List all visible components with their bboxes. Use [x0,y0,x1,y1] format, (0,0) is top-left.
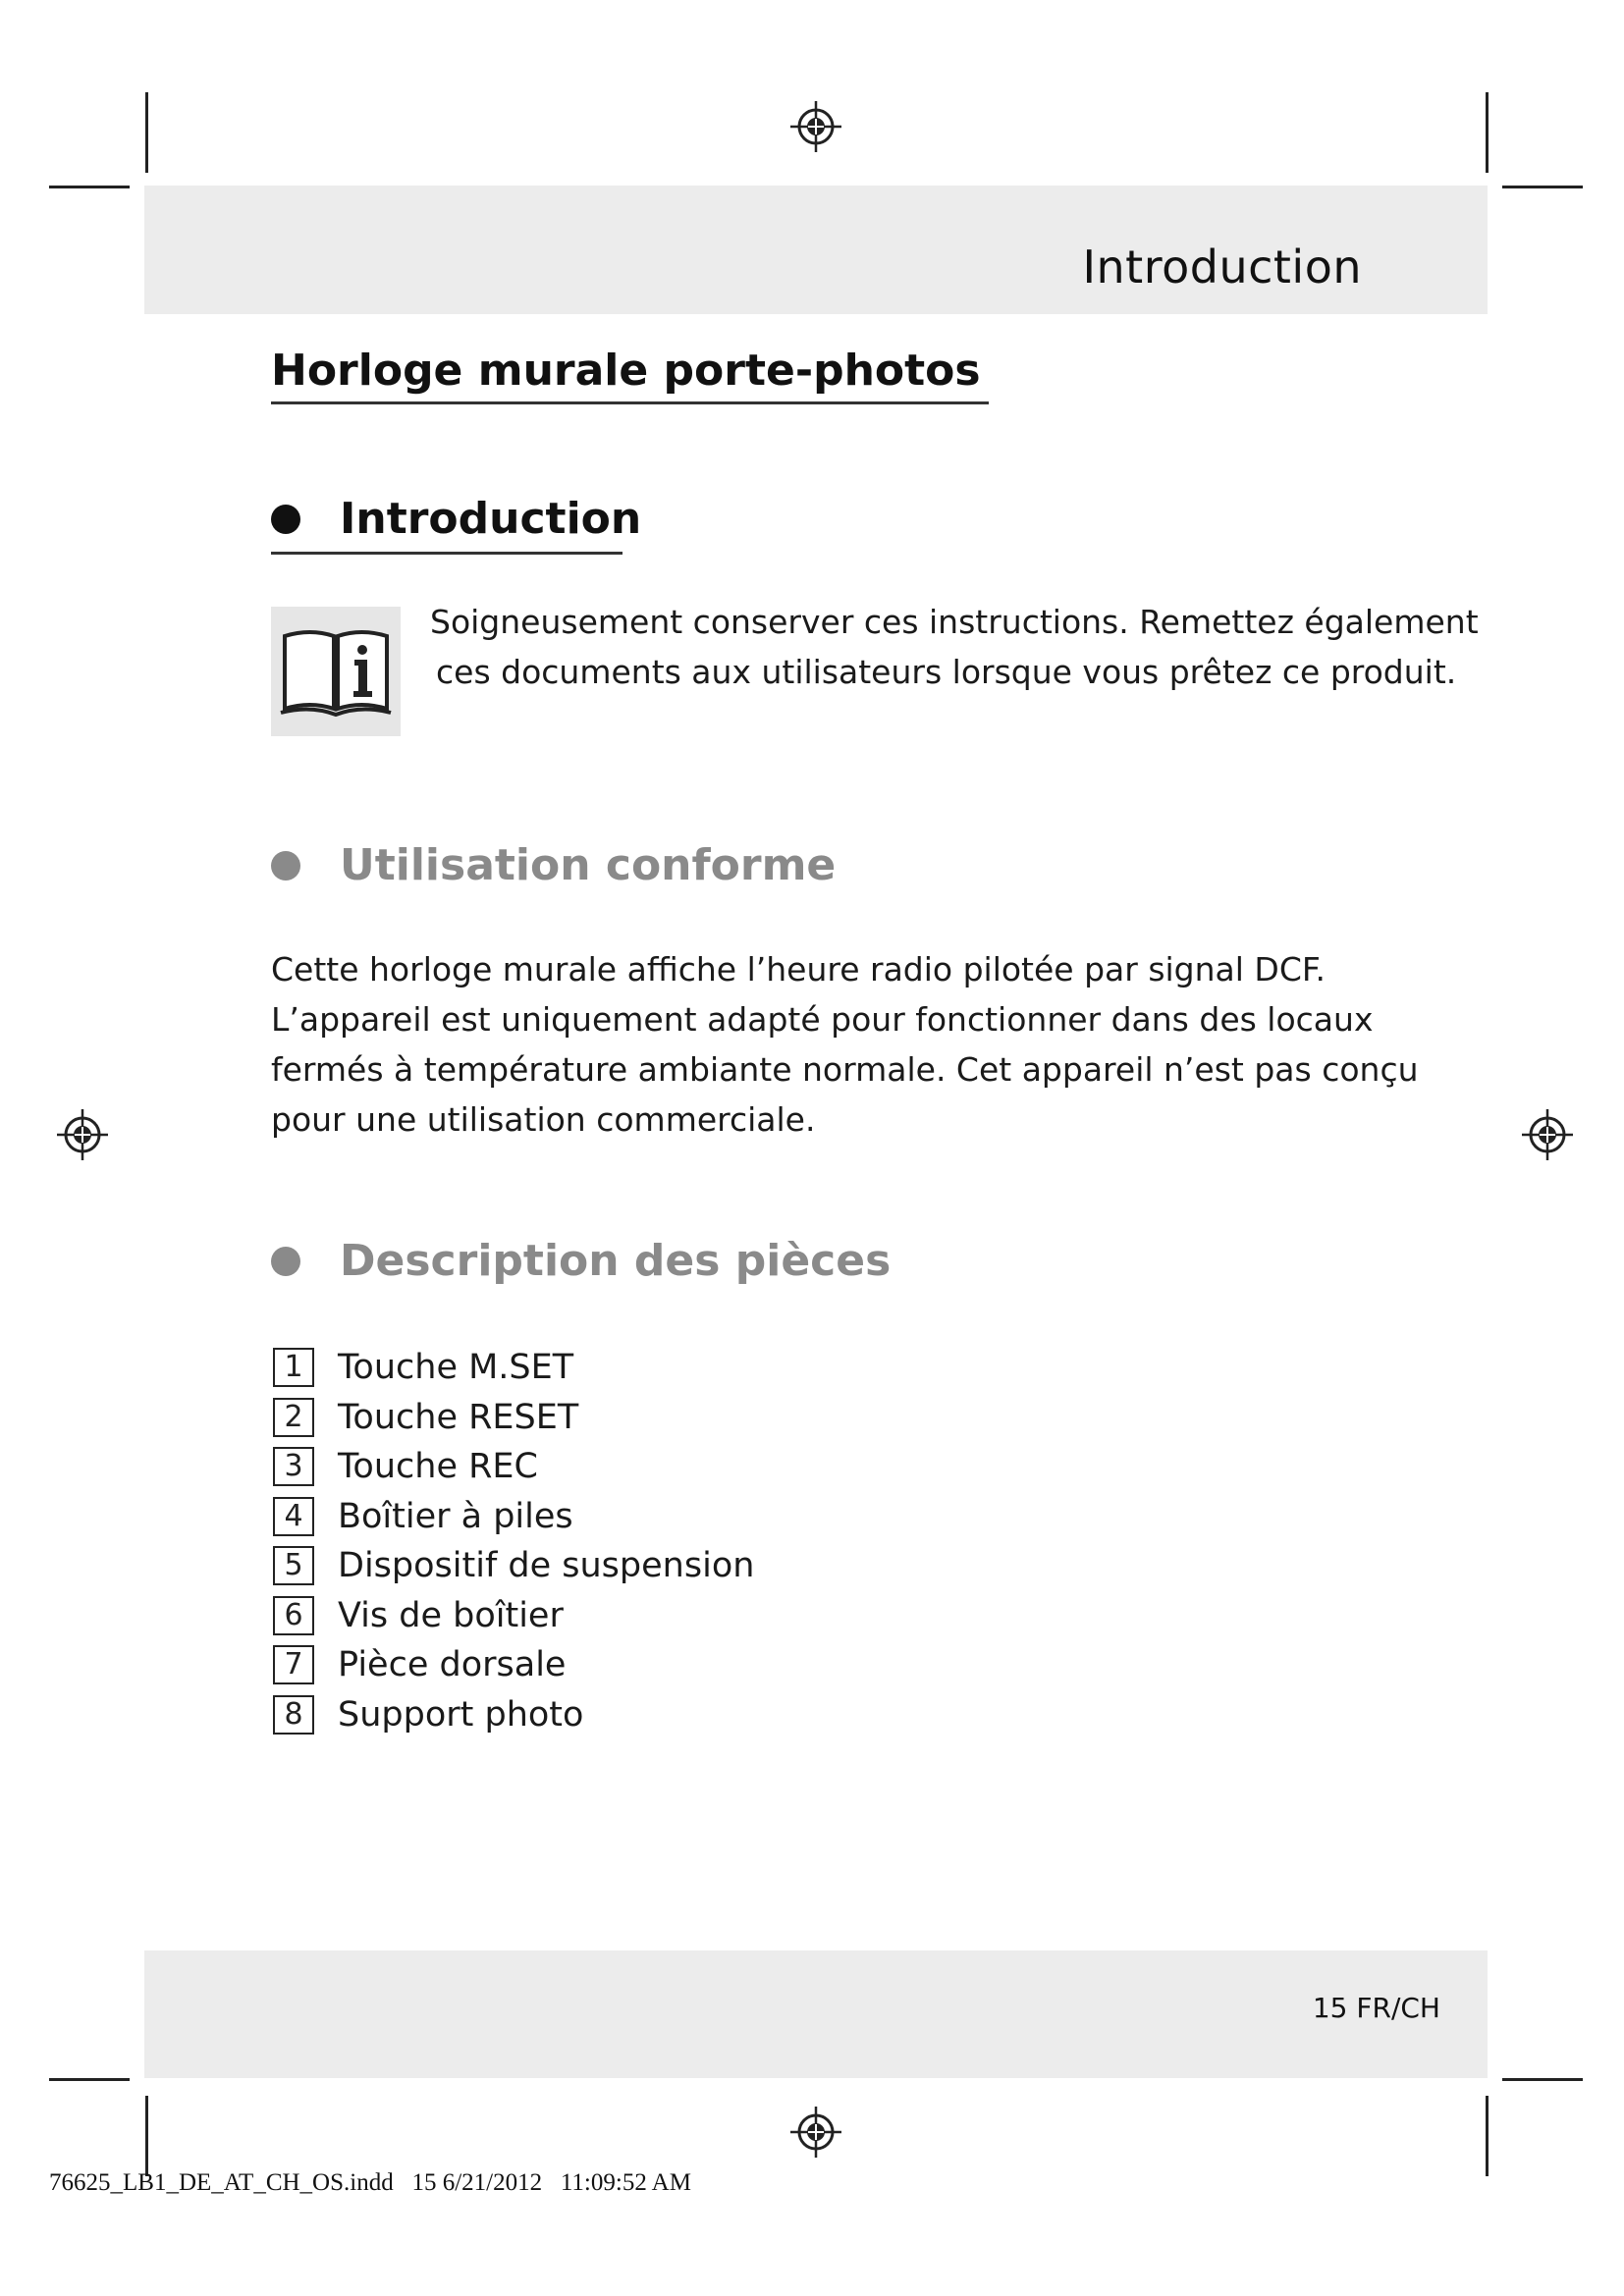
bullet-icon [271,505,300,534]
crop-mark-bottom-left-vertical [145,2096,148,2176]
part-number-box: 5 [273,1546,314,1585]
list-item [273,1393,754,1443]
running-header-title: Introduction [1082,240,1362,294]
info-note-line: Soigneusement conserver ces instructions. Remettez également [430,603,1479,641]
bullet-icon [271,851,300,881]
registration-mark-icon [788,99,843,154]
paragraph-line: pour une utilisation commerciale. [271,1100,816,1139]
part-number-box: 3 [273,1447,314,1486]
section-heading-text: Utilisation conforme [340,840,837,890]
info-note-text [430,597,1479,697]
document-title: Horloge murale porte-photos [271,346,989,404]
paragraph-line: L’appareil est uniquement adapté pour fonctionner dans des locaux [271,1000,1374,1039]
crop-mark-top-right-horizontal [1502,186,1583,188]
part-label: Support photo [338,1694,584,1735]
heading-underline [271,552,623,555]
section-heading-introduction [271,494,641,544]
intended-use-paragraph [271,944,1419,1145]
crop-mark-top-left-horizontal [49,186,130,188]
info-note-line: ces documents aux utilisateurs lorsque vous prêtez ce produit. [436,653,1457,691]
list-item [273,1541,754,1591]
part-label: Vis de boîtier [338,1595,564,1635]
paragraph-line: fermés à température ambiante normale. Cet appareil n’est pas conçu [271,1050,1419,1089]
part-label: Touche RESET [338,1397,579,1437]
list-item [273,1492,754,1542]
list-item [273,1442,754,1492]
list-item [273,1690,754,1740]
part-number-box: 6 [273,1596,314,1635]
part-label: Dispositif de suspension [338,1546,755,1586]
crop-mark-bottom-right-horizontal [1502,2078,1583,2081]
registration-mark-icon [788,2105,843,2160]
part-label: Boîtier à piles [338,1496,573,1536]
list-item [273,1591,754,1641]
registration-mark-icon [55,1107,110,1162]
print-slug-info: 76625_LB1_DE_AT_CH_OS.indd 15 6/21/2012 11:09:52 AM [49,2169,691,2196]
part-number-box: 8 [273,1695,314,1735]
list-item [273,1640,754,1690]
crop-mark-bottom-right-vertical [1486,2096,1489,2176]
paragraph-line: Cette horloge murale affiche l’heure radio pilotée par signal DCF. [271,950,1326,988]
part-number-box: 7 [273,1645,314,1684]
part-number-box: 4 [273,1497,314,1536]
crop-mark-top-left-vertical [145,92,148,173]
crop-mark-bottom-left-horizontal [49,2078,130,2081]
header-band [144,186,1488,314]
part-label: Touche REC [338,1447,538,1487]
bullet-icon [271,1247,300,1276]
footer-band [144,1950,1488,2078]
part-number-box: 1 [273,1348,314,1387]
page-number: 15 FR/CH [1312,1992,1440,2024]
part-number-box: 2 [273,1398,314,1437]
registration-mark-icon [1520,1107,1575,1162]
section-heading-parts [271,1236,891,1286]
section-heading-text: Description des pièces [340,1236,892,1286]
list-item [273,1343,754,1393]
crop-mark-top-right-vertical [1486,92,1489,173]
part-label: Pièce dorsale [338,1645,567,1685]
info-book-icon [271,607,401,736]
parts-list [273,1343,754,1739]
section-heading-intended-use [271,840,836,890]
part-label: Touche M.SET [338,1348,574,1388]
section-heading-text: Introduction [340,494,642,544]
